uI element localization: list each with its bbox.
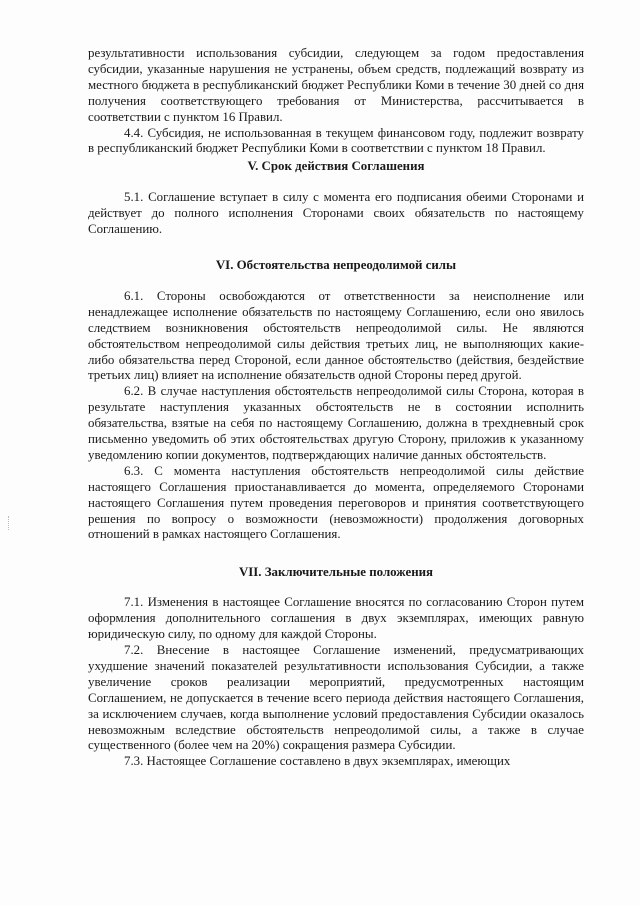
paragraph-4-4: 4.4. Субсидия, не использованная в текущем финансовом году, подлежит возврату в республиканский бюджет Республики Коми в соответствии с пунктом 18 Правил. — [88, 125, 584, 156]
paragraph-6-1: 6.1. Стороны освобождаются от ответственности за неисполнение или ненадлежащее исполнение обязательств по настоящему Соглашению, если оно явилось следствием возникновения обстоятельств непреодолимой силы. Не являются обстоятельством непреодолимой силы действия третьих лиц, не выполняющих какие-либо обязательства перед Стороной, если данное обстоятельство (действия, бездействие третьих лиц) влияет на исполнение обязательств одной Стороны перед другой. — [88, 288, 584, 383]
section-heading-v: V. Срок действия Соглашения — [247, 159, 425, 174]
document-body — [88, 46, 584, 770]
paragraph-6-2: 6.2. В случае наступления обстоятельств непреодолимой силы Сторона, которая в результате наступления указанных обстоятельств не в состоянии исполнить обязательства, взятые на себя по настоящему Соглашению, должна в трехдневный срок письменно уведомить об этих обстоятельствах другую Сторону, приложив к указанному уведомлению копии документов, подтверждающих наличие данных обстоятельств. — [88, 384, 584, 462]
paragraph-7-1: 7.1. Изменения в настоящее Соглашение вносятся по согласованию Сторон путем оформления дополнительного соглашения в двух экземплярах, имеющих равную юридическую силу, по одному для каждой Стороны. — [88, 595, 584, 642]
paragraph-7-2: 7.2. Внесение в настоящее Соглашение изменений, предусматривающих ухудшение значений показателей результативности использования Субсидии, а также увеличение сроков реализации мероприятий, предусмотренных настоящим Соглашением, не допускается в течение всего периода действия настоящего Соглашения, за исключением случаев, когда выполнение условий предоставления Субсидии оказалось невозможным вследствие обстоятельств непреодолимой силы, а также в случае существенного (более чем на 20%) сокращения размера Субсидии. — [88, 643, 584, 753]
paragraph-continued: результативности использования субсидии, следующем за годом предоставления субсидии, указанные нарушения не устранены, объем средств, подлежащий возврату из местного бюджета в республиканский бюджет Республики Коми в течение 30 дней со дня получения соответствующего требования от Министерства, рассчитывается в соответствии с пунктом 16 Правил. — [88, 46, 584, 124]
section-heading-vii: VII. Заключительные положения — [238, 565, 434, 580]
section-heading-vi: VI. Обстоятельства непреодолимой силы — [215, 257, 457, 272]
paragraph-6-3: 6.3. С момента наступления обстоятельств непреодолимой силы действие настоящего Соглашения приостанавливается до момента, определяемого Сторонами настоящего Соглашения путем проведения переговоров и принятия соответствующего решения по вопросу о возможности (невозможности) продолжения договорных отношений в рамках настоящего Соглашения. — [88, 463, 584, 542]
scan-artifact — [8, 516, 11, 530]
paragraph-7-3: 7.3. Настоящее Соглашение составлено в двух экземплярах, имеющих — [124, 754, 511, 769]
paragraph-5-1: 5.1. Соглашение вступает в силу с момента его подписания обеими Сторонами и действует до полного исполнения Сторонами своих обязательств по настоящему Соглашению. — [88, 190, 584, 237]
